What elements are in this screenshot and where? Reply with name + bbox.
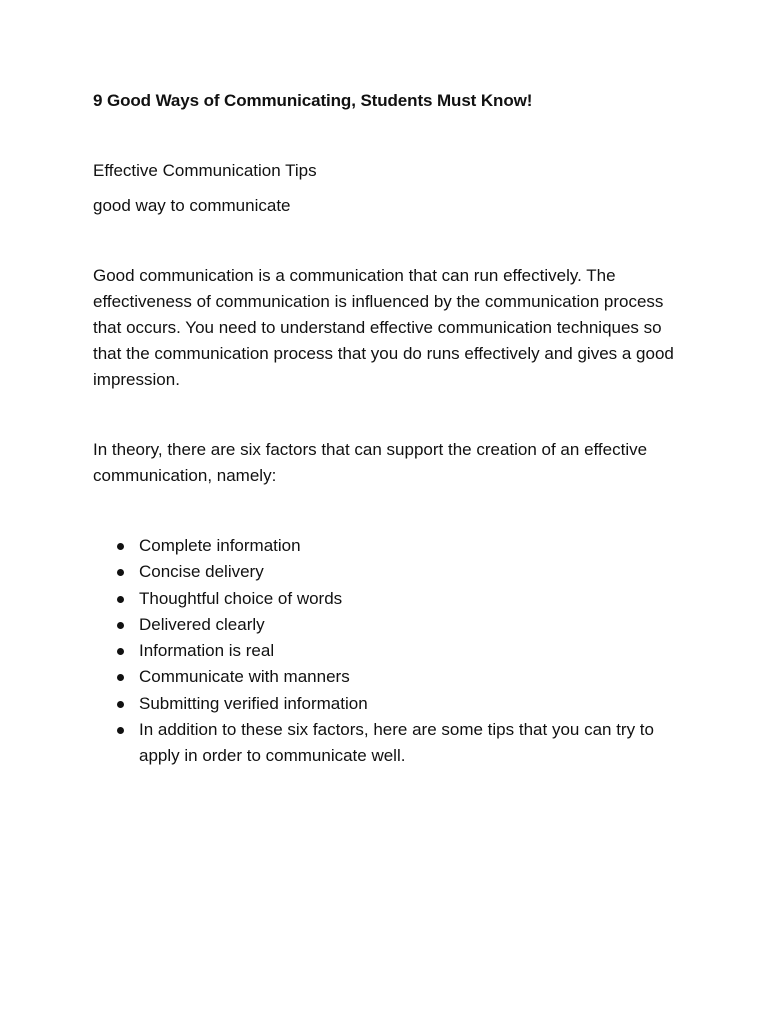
bullet-icon (117, 727, 124, 734)
factors-paragraph: In theory, there are six factors that can support the creation of an effective communication, namely: (93, 440, 648, 485)
bullet-icon (117, 543, 124, 550)
document-title: 9 Good Ways of Communicating, Students Must Know! (93, 91, 533, 110)
list-item-text: Complete information (139, 536, 301, 555)
list-item-text: Concise delivery (139, 562, 264, 582)
list-item-text: Delivered clearly (139, 614, 265, 634)
factors-list (93, 533, 683, 770)
list-item (93, 533, 683, 559)
list-item (93, 586, 683, 612)
list-item (93, 638, 683, 664)
subtitle-good-way: good way to communicate (93, 196, 291, 215)
list-item-text: Thoughtful choice of words (139, 588, 343, 608)
intro-paragraph: Good communication is a communication that can run effectively. The effectiveness of communication is influenced by the communication process that occurs. You need to understand effective communication techniques so that the communication process that you do runs effectively and gives a good impression. (93, 266, 674, 389)
bullet-icon (117, 622, 124, 629)
list-item (93, 612, 683, 638)
list-item (93, 664, 683, 690)
bullet-icon (117, 701, 124, 708)
list-item-text: Submitting verified information (139, 693, 368, 713)
list-item (93, 717, 683, 770)
list-item-text: Information is real (139, 641, 275, 661)
list-item-text: Communicate with manners (139, 667, 350, 687)
list-item (93, 691, 683, 717)
document-page (93, 88, 683, 770)
list-item (93, 559, 683, 585)
list-item-text: In addition to these six factors, here are some tips that you can try to apply in order to communicate well. (139, 720, 654, 766)
bullet-icon (117, 569, 124, 576)
bullet-icon (117, 596, 124, 603)
subtitle-effective-tips: Effective Communication Tips (93, 161, 317, 180)
bullet-icon (117, 648, 124, 655)
bullet-icon (117, 674, 124, 681)
